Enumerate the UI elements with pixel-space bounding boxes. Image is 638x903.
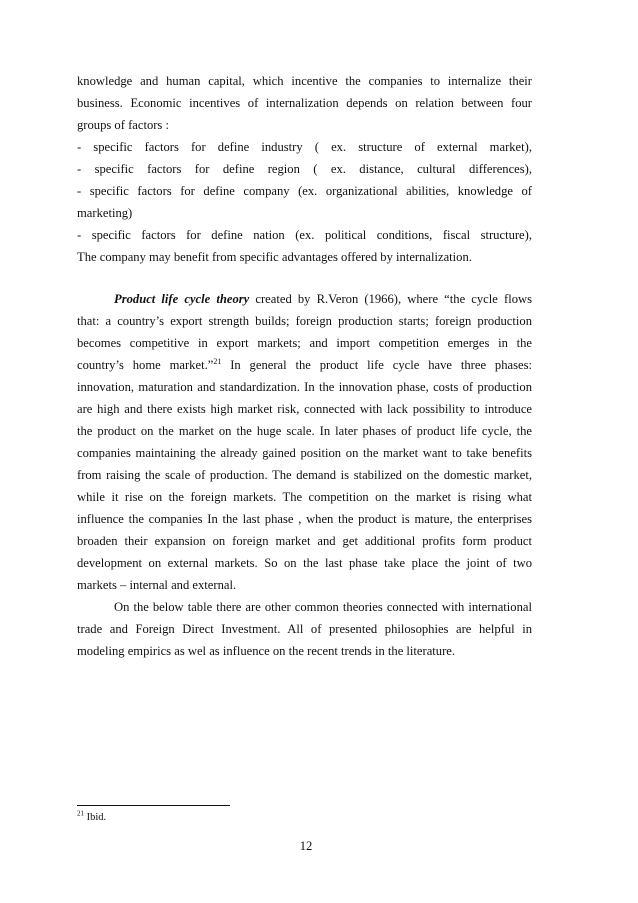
text-line: becomes competitive in export markets; and import competition emerges in the — [77, 336, 532, 350]
text-line: marketing) — [77, 206, 133, 220]
footnote-number: 21 — [77, 809, 84, 818]
text-line: broaden their expansion on foreign market and get additional profits form product — [77, 534, 532, 548]
text-line: The company may benefit from specific advantages offered by internalization. — [77, 250, 472, 264]
footnote-text: Ibid. — [84, 812, 107, 823]
closing-paragraph-start: On the below table there are other common theories connected with international — [114, 600, 532, 614]
text-line: while it rise on the foreign markets. The competition on the market is rising what — [77, 490, 532, 504]
text-line: innovation, maturation and standardization. In the innovation phase, costs of production — [77, 380, 532, 394]
text-run: country’s home market.” — [77, 358, 214, 372]
text-line: from raising the scale of production. The demand is stabilized on the domestic market, — [77, 468, 532, 482]
footnote — [77, 811, 106, 825]
text-line: knowledge and human capital, which incentive the companies to internalize their — [77, 74, 532, 88]
factor-item-company: - specific factors for define company (ex. organizational abilities, knowledge of — [77, 184, 532, 198]
plc-term: Product life cycle theory — [114, 292, 250, 306]
text-line: companies maintaining the already gained position on the market want to take benefits — [77, 446, 532, 460]
text-line: markets – internal and external. — [77, 578, 237, 592]
factor-item-nation: - specific factors for define nation (ex. political conditions, fiscal structure), — [77, 228, 532, 242]
text-line: that: a country’s export strength builds; foreign production starts; foreign production — [77, 314, 532, 328]
text-run: created by R.Veron (1966), where “the cycle flows — [249, 292, 532, 306]
text-line: trade and Foreign Direct Investment. All of presented philosophies are helpful in — [77, 622, 532, 636]
text-line: groups of factors : — [77, 118, 169, 132]
body-text — [77, 70, 532, 662]
factor-item-region: - specific factors for define region ( ex. distance, cultural differences), — [77, 162, 532, 176]
footnote-reference: 21 — [213, 356, 222, 366]
factor-item-industry: - specific factors for define industry ( ex. structure of external market), — [77, 140, 532, 154]
text-line: development on external markets. So on the last phase take place the joint of two — [77, 556, 532, 570]
plc-paragraph-start — [77, 288, 532, 310]
text-line: the product on the market on the huge scale. In later phases of product life cycle, the — [77, 424, 532, 438]
text-line: influence the companies In the last phase , when the product is mature, the enterprises — [77, 512, 532, 526]
text-run: In general the product life cycle have three phases: — [221, 358, 532, 372]
page-number: 12 — [299, 839, 313, 853]
text-line: business. Economic incentives of internalization depends on relation between four — [77, 96, 532, 110]
footnote-separator — [77, 805, 230, 806]
text-line — [77, 354, 532, 376]
text-line: are high and there exists high market risk, connected with lack possibility to introduce — [77, 402, 532, 416]
text-line: modeling empirics as wel as influence on the recent trends in the literature. — [77, 644, 456, 658]
